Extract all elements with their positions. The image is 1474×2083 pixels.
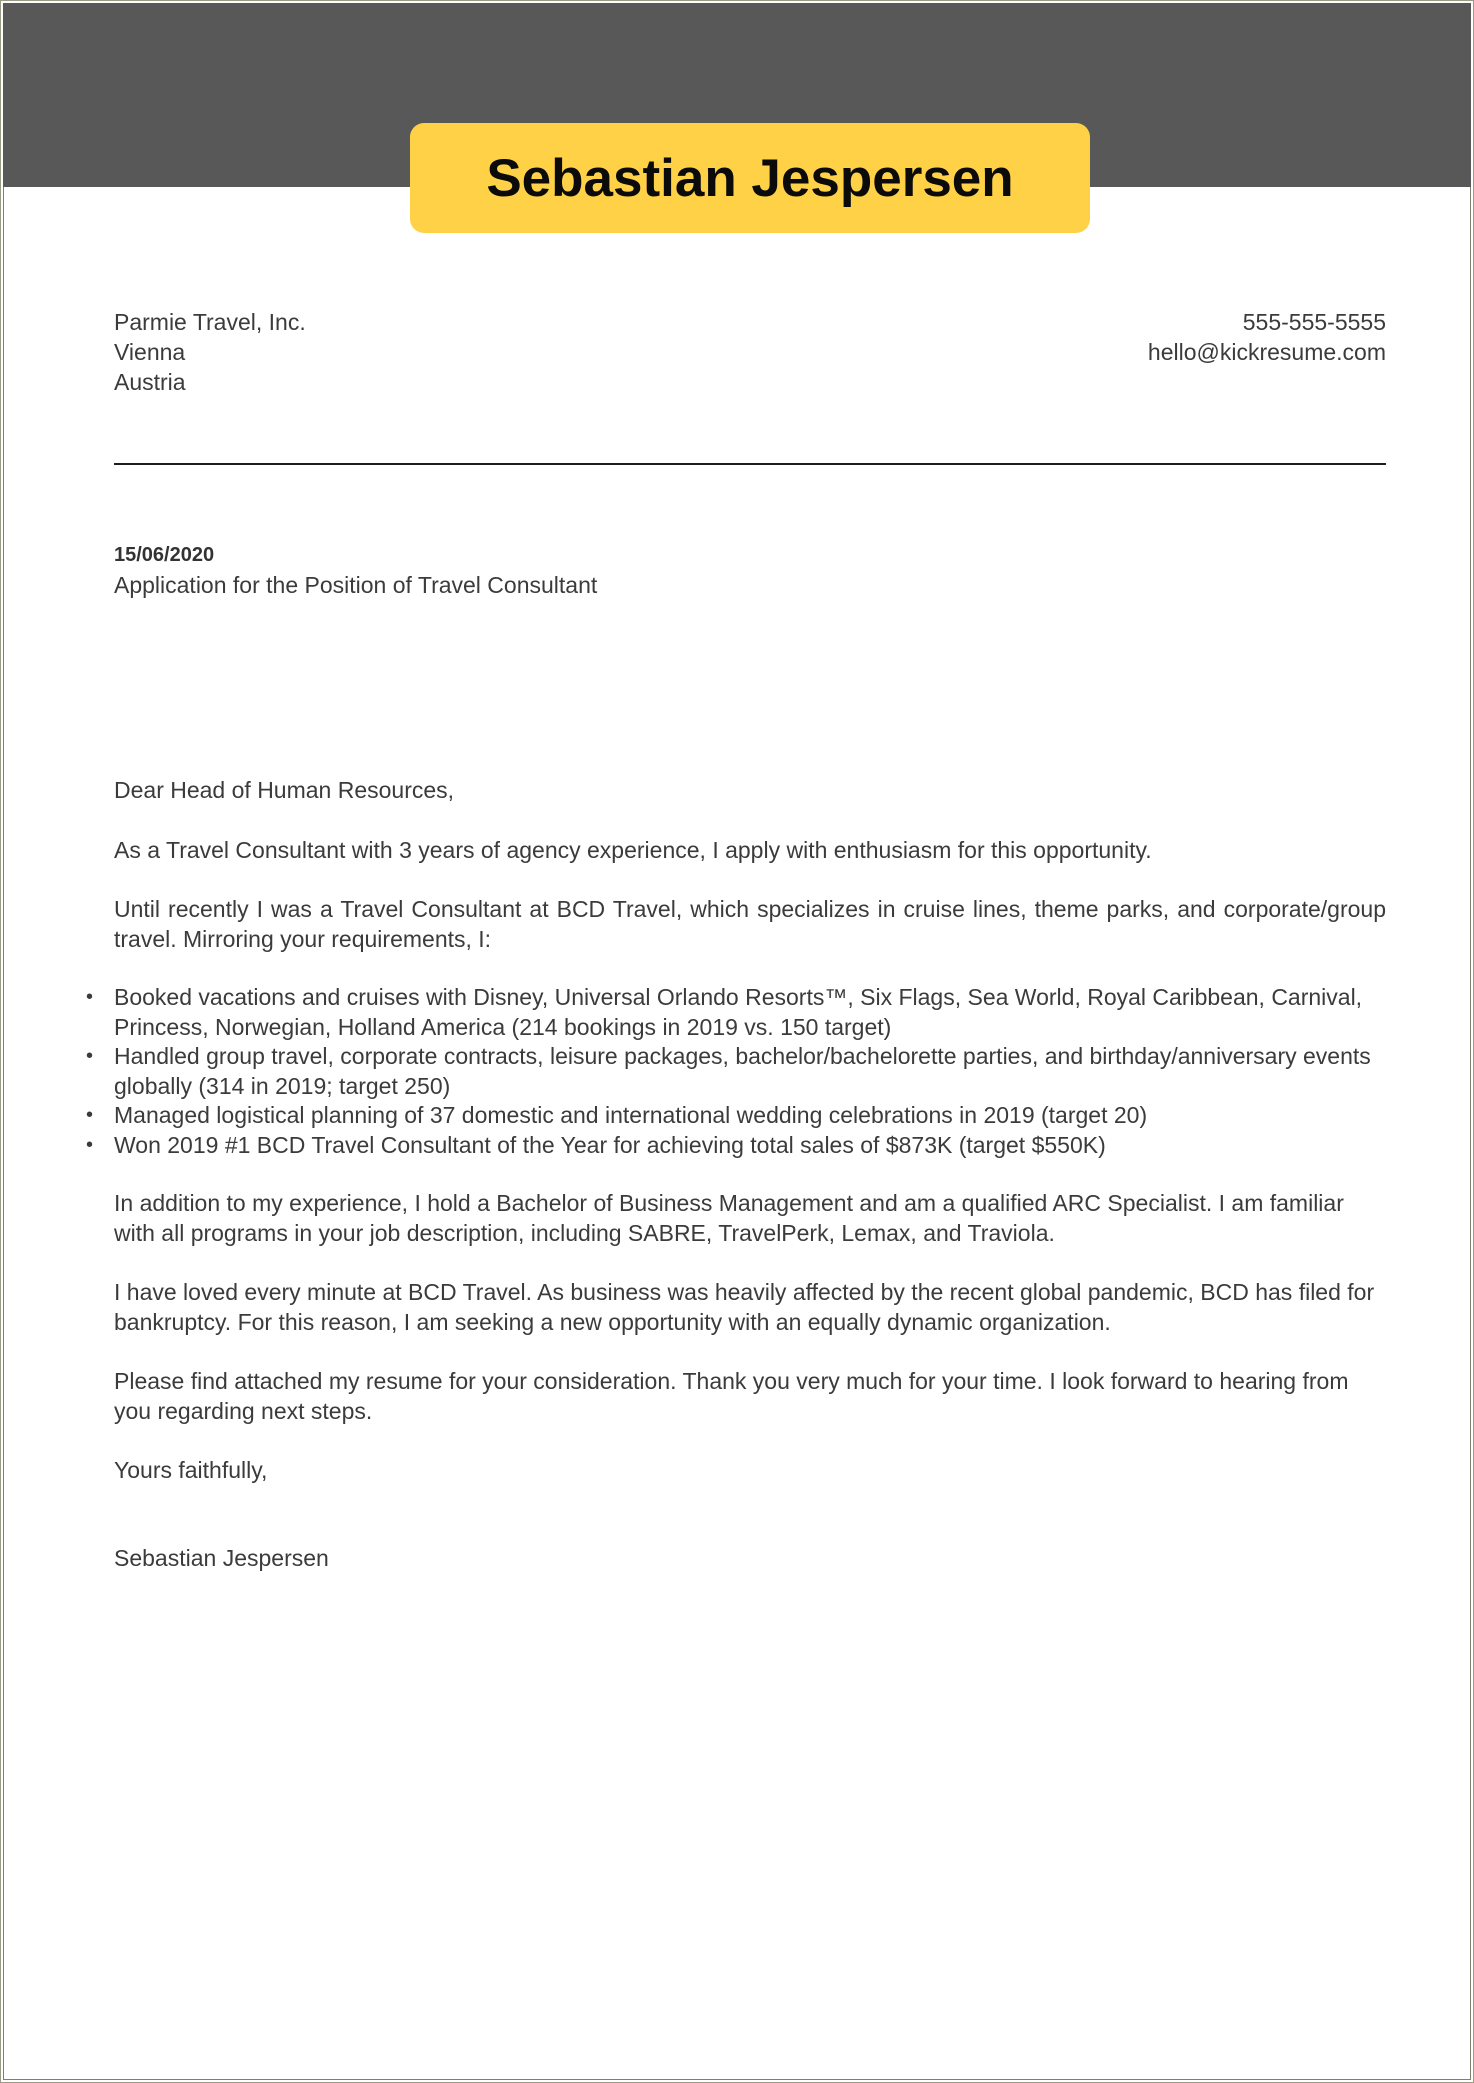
education-paragraph: In addition to my experience, I hold a Bachelor of Business Management and am a qualified ARC Specialist. I am familiar with all programs in your job description, including SABRE, TravelPerk, Lemax, and Traviola. — [114, 1190, 1344, 1246]
sender-contact — [1148, 307, 1386, 367]
recipient-company: Parmie Travel, Inc. — [114, 309, 306, 335]
salutation: Dear Head of Human Resources, — [114, 777, 455, 803]
list-item — [86, 1131, 1386, 1161]
letter-date: 15/06/2020 — [114, 544, 215, 566]
motivation-paragraph: I have loved every minute at BCD Travel. As business was heavily affected by the recent global pandemic, BCD has filed for bankruptcy. For this reason, I am seeking a new opportunity with an equally dynamic organization. — [114, 1279, 1375, 1335]
recipient-country: Austria — [114, 369, 186, 395]
list-item-text: Handled group travel, corporate contracts, leisure packages, bachelor/bachelorette parties, and birthday/anniversary events globally (314 in 2019; target 250) — [114, 1043, 1371, 1099]
sender-email: hello@kickresume.com — [1147, 339, 1386, 365]
letter-body — [86, 776, 1386, 1603]
list-item-text: Managed logistical planning of 37 domestic and international wedding celebrations in 2019 (target 20) — [114, 1102, 1148, 1128]
letter-subject: Application for the Position of Travel Consultant — [114, 572, 598, 598]
closing-paragraph: Please find attached my resume for your consideration. Thank you very much for your time. I look forward to hearing from you regarding next steps. — [114, 1368, 1349, 1424]
applicant-name: Sebastian Jespersen — [486, 148, 1014, 208]
valediction: Yours faithfully, — [114, 1457, 268, 1483]
recipient-city: Vienna — [114, 339, 186, 365]
bullet-icon: • — [86, 986, 94, 1008]
list-item — [86, 983, 1386, 1042]
experience-paragraph: Until recently I was a Travel Consultant at BCD Travel, which specializes in cruise lines, theme parks, and corporate/group travel. Mirroring your requirements, I: — [114, 896, 1386, 952]
list-item-text: Booked vacations and cruises with Disney, Universal Orlando Resorts™, Six Flags, Sea World, Royal Caribbean, Carnival, Princess, Norwegian, Holland America (214 bookings in 2019 vs. 150 target) — [114, 984, 1363, 1040]
intro-paragraph: As a Travel Consultant with 3 years of agency experience, I apply with enthusiasm for this opportunity. — [114, 836, 1152, 863]
list-item-text: Won 2019 #1 BCD Travel Consultant of the Year for achieving total sales of $873K (target $550K) — [114, 1131, 1106, 1158]
letter-meta — [114, 540, 597, 600]
achievements-list — [86, 983, 1386, 1160]
bullet-icon: • — [86, 1045, 94, 1067]
sender-phone: 555-555-5555 — [1242, 309, 1386, 335]
list-item — [86, 1042, 1386, 1101]
header-divider — [114, 463, 1386, 465]
bullet-icon: • — [86, 1104, 94, 1126]
list-item — [86, 1101, 1386, 1131]
recipient-address — [114, 307, 306, 397]
bullet-icon: • — [86, 1133, 94, 1156]
signature-name: Sebastian Jespersen — [114, 1544, 329, 1571]
name-banner — [410, 123, 1090, 233]
